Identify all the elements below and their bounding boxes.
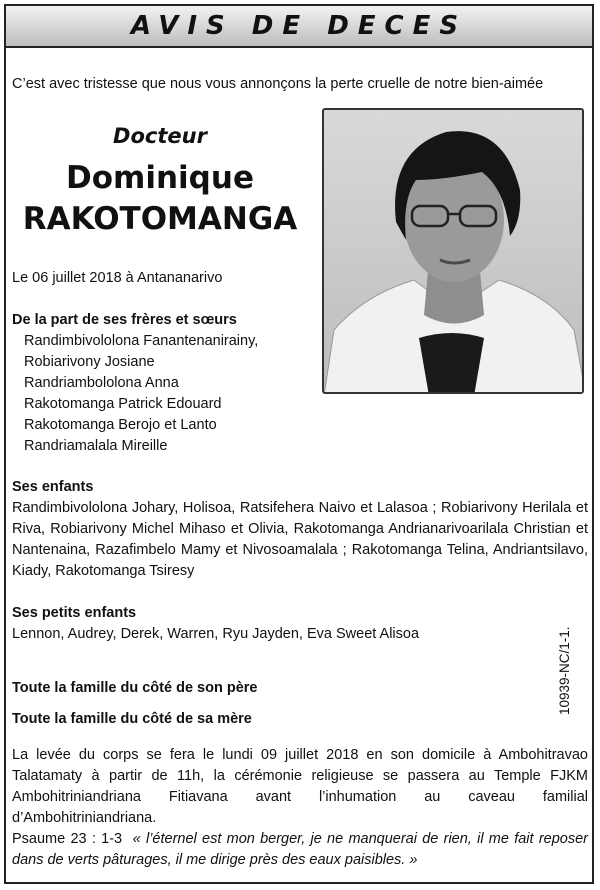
grandchildren-heading: Ses petits enfants <box>12 605 137 621</box>
ad-reference: 10939-NC/1-1. <box>557 626 572 715</box>
family-father-side: Toute la famille du côté de son père <box>12 680 258 696</box>
deceased-title: Docteur <box>113 124 207 148</box>
psalm-quote: « l’éternel est mon berger, je ne manquerai de rien, il me fait reposer dans de verts pâturages, il me dirige près des eaux paisibles. » <box>12 831 588 868</box>
notice-title: AVIS DE DECES <box>130 11 468 41</box>
deceased-first-name: Dominique <box>66 160 254 196</box>
sibling-name: Robiarivony Josiane <box>24 354 155 370</box>
sibling-name: Randriamalala Mireille <box>24 438 168 454</box>
psalm-block <box>12 829 588 871</box>
family-mother-side: Toute la famille du côté de sa mère <box>12 711 252 727</box>
sibling-name: Rakotomanga Berojo et Lanto <box>24 417 217 433</box>
date-place: Le 06 juillet 2018 à Antananarivo <box>12 270 223 286</box>
deceased-last-name: RAKOTOMANGA <box>22 201 298 237</box>
children-list: Randimbivololona Johary, Holisoa, Ratsifehera Naivo et Lalasoa ; Robiarivony Herilala et Riva, Robiarivony Michel Mihaso et Olivia, Rakotomanga Andrianarivoarilala Christian et Nantenaina, Razafimbelo Mamy et Nivosoamalala ; Rakotomanga Telina, Andriantsilavo, Kiady, Rakotomanga Tsiresy <box>12 500 588 579</box>
sibling-name: Randriambololona Anna <box>24 375 179 391</box>
psalm-reference: Psaume 23 : 1-3 <box>12 831 123 847</box>
sibling-name: Rakotomanga Patrick Edouard <box>24 396 222 412</box>
ceremony-details: La levée du corps se fera le lundi 09 juillet 2018 en son domicile à Ambohitravao Talatamaty à partir de 11h, la cérémonie religieuse se passera au Temple FJKM Ambohitriniandriana Fitiavana avant l’inhumation au caveau familial d’Ambohitriniandriana. <box>12 747 588 826</box>
header-banner <box>6 6 592 48</box>
grandchildren-list: Lennon, Audrey, Derek, Warren, Ryu Jayden, Eva Sweet Alisoa <box>12 626 420 642</box>
portrait-illustration <box>324 110 584 394</box>
children-heading: Ses enfants <box>12 479 94 495</box>
sibling-name: Randimbivololona Fanantenanirainy, <box>24 333 259 349</box>
portrait-photo <box>322 108 584 394</box>
siblings-heading: De la part de ses frères et sœurs <box>12 312 237 328</box>
intro-text: C’est avec tristesse que nous vous annonçons la perte cruelle de notre bien-aimée <box>12 76 544 92</box>
